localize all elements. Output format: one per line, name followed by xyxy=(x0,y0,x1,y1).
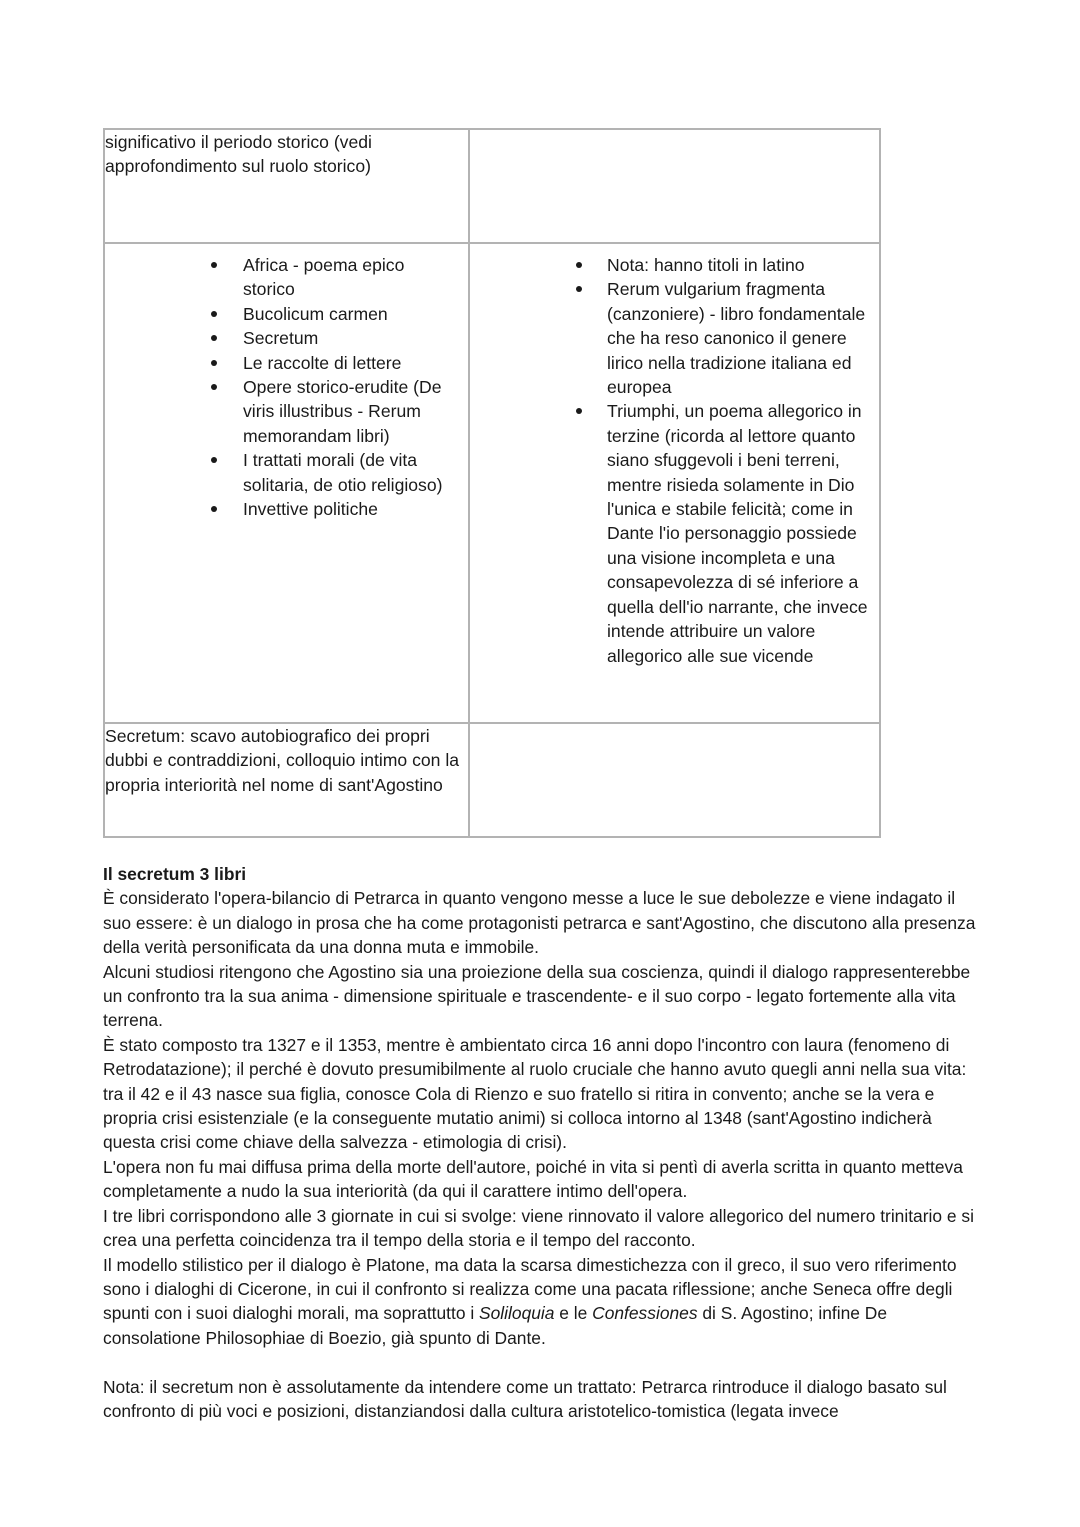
table-cell xyxy=(104,723,469,837)
cell-text: Secretum: scavo autobiografico dei propri dubbi e contraddizioni, colloquio intimo con la propria interiorità nel nome di sant'Agostino xyxy=(105,726,460,795)
paragraph-gap xyxy=(103,1350,983,1374)
paragraph: Nota: il secretum non è assolutamente da intendere come un trattato: Petrarca rintroduce il dialogo basato sul confronto di più voci e posizioni, distanziandosi dalla cultura aristotelico-tomistica (legata invece xyxy=(103,1376,947,1421)
table-cell xyxy=(104,243,469,723)
list-item: Bucolicum carmen xyxy=(105,302,460,326)
bullet-icon xyxy=(211,506,217,512)
works-latin-list xyxy=(105,244,468,527)
body-text xyxy=(103,862,983,1423)
table-cell xyxy=(469,129,880,243)
bullet-icon xyxy=(211,457,217,463)
table-cell xyxy=(104,129,469,243)
cell-text: significativo il periodo storico (vedi approfondimento sul ruolo storico) xyxy=(105,132,372,177)
bullet-icon xyxy=(211,311,217,317)
table-row xyxy=(104,723,880,837)
list-item: Africa - poema epico storico xyxy=(105,253,460,302)
list-item: Le raccolte di lettere xyxy=(105,351,460,375)
paragraph: È considerato l'opera-bilancio di Petrarca in quanto vengono messe a luce le sue debolezze e viene indagato il suo essere: è un dialogo in prosa che ha come protagonisti petrarca e sant'Agostino, che discutono alla presenza della verità personificata da una donna muta e immobile. xyxy=(103,888,976,958)
list-item: Rerum vulgarium fragmenta (canzoniere) - libro fondamentale che ha reso canonico il genere lirico nella tradizione italiana ed europea xyxy=(470,277,871,399)
bullet-icon xyxy=(576,262,582,268)
bullet-icon xyxy=(576,408,582,414)
table-cell xyxy=(469,243,880,723)
paragraph: I tre libri corrispondono alle 3 giornate in cui si svolge: viene rinnovato il valore allegorico del numero trinitario e si crea una perfetta coincidenza tra il tempo della storia e il tempo del racconto. xyxy=(103,1205,974,1251)
bullet-icon xyxy=(211,360,217,366)
bullet-icon xyxy=(211,384,217,390)
bullet-icon xyxy=(576,286,582,292)
section-heading: Il secretum 3 libri xyxy=(103,864,247,884)
table-row xyxy=(104,243,880,723)
title-soliloquia: Soliloquia xyxy=(479,1303,555,1324)
paragraph: È stato composto tra 1327 e il 1353, mentre è ambientato circa 16 anni dopo l'incontro con laura (fenomeno di Retrodatazione); il perché è dovuto presumibilmente al ruolo cruciale che hanno avuto quegli anni nella sua vita: tra il 42 e il 43 nasce sua figlia, conosce Cola di Rienzo e suo fratello si ritira in convento; anche se la vera e propria crisi esistenziale (e la conseguente mutatio animi) si colloca intorno al 1348 (sant'Agostino indicherà questa crisi come chiave della salvezza - etimologia di crisi). xyxy=(103,1034,967,1153)
paragraph: Il modello stilistico per il dialogo è Platone, ma data la scarsa dimestichezza con il greco, il suo vero riferimento sono i dialoghi di Cicerone, in cui il confronto si realizza come una pacata riflessione; anche Seneca offre degli spunti con i suoi dialoghi morali, ma soprattutto i Soliloquia e le Confessiones di S. Agostino; infine De consolatione Philosophiae di Boezio, già spunto di Dante. xyxy=(103,1254,957,1348)
notes-table xyxy=(103,128,881,838)
list-item: Secretum xyxy=(105,326,460,350)
list-item: Nota: hanno titoli in latino xyxy=(470,253,871,277)
paragraph: L'opera non fu mai diffusa prima della morte dell'autore, poiché in vita si pentì di averla scritta in quanto metteva completamente a nudo la sua interiorità (da qui il carattere intimo dell'opera. xyxy=(103,1156,963,1202)
list-item: I trattati morali (de vita solitaria, de otio religioso) xyxy=(105,448,460,497)
list-item: Opere storico-erudite (De viris illustribus - Rerum memorandam libri) xyxy=(105,375,460,448)
title-confessiones: Confessiones xyxy=(592,1303,698,1324)
paragraph: Alcuni studiosi ritengono che Agostino sia una proiezione della sua coscienza, quindi il dialogo rappresenterebbe un confronto tra la sua anima - dimensione spirituale e trascendente- e il suo corpo - legato fortemente alla vita terrena. xyxy=(103,961,971,1031)
list-item: Invettive politiche xyxy=(105,497,460,521)
list-item: Triumphi, un poema allegorico in terzine (ricorda al lettore quanto siano sfuggevoli i beni terreni, mentre risieda solamente in Dio l'unica e stabile felicità; come in Dante l'io personaggio possiede una visione incompleta e una consapevolezza di sé inferiore a quella dell'io narrante, che invece intende attribuire un valore allegorico alle sue vicende xyxy=(470,399,871,667)
bullet-icon xyxy=(211,335,217,341)
table-cell xyxy=(469,723,880,837)
works-vulgar-list xyxy=(470,244,879,674)
table-row xyxy=(104,129,880,243)
bullet-icon xyxy=(211,262,217,268)
